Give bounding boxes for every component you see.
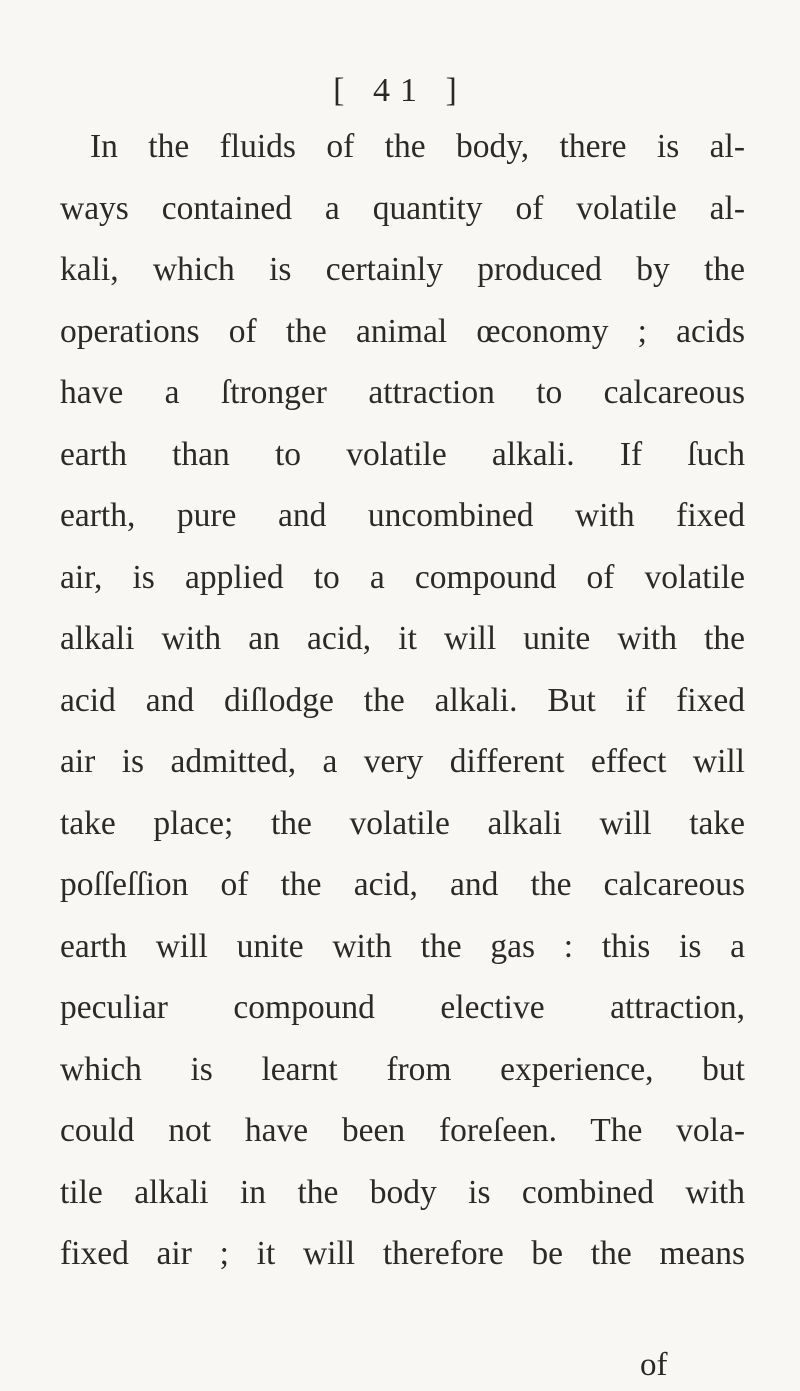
catchword: of [640, 1347, 668, 1383]
text-line: In the fluids of the body, there is al- [90, 128, 745, 165]
text-line: air is admitted, a very different effect will [60, 743, 745, 780]
text-line: could not have been foreſeen. The vola- [60, 1112, 745, 1149]
text-line: kali, which is certainly produced by the [60, 251, 745, 288]
text-line: air, is applied to a compound of volatile [60, 558, 745, 596]
text-line: earth, pure and uncombined with fixed [60, 497, 745, 534]
text-line: earth than to volatile alkali. If ſuch [60, 435, 745, 473]
text-line: ways contained a quantity of volatile al- [60, 189, 745, 227]
text-line: poſſeſſion of the acid, and the calcareous [60, 866, 745, 903]
text-line: acid and diſlodge the alkali. But if fixed [60, 681, 745, 719]
text-line: fixed air ; it will therefore be the means [60, 1235, 745, 1272]
text-line: which is learnt from experience, but [60, 1050, 745, 1088]
page-number: [ 41 ] [333, 72, 467, 109]
text-line: take place; the volatile alkali will take [60, 804, 745, 842]
text-line: alkali with an acid, it will unite with the [60, 620, 745, 657]
text-line: earth will unite with the gas : this is a [60, 927, 745, 965]
body-paragraph [60, 120, 745, 1289]
text-line: have a ſtronger attraction to calcareous [60, 374, 745, 411]
text-line: peculiar compound elective attraction, [60, 989, 745, 1026]
text-line: tile alkali in the body is combined with [60, 1173, 745, 1211]
text-line: operations of the animal œconomy ; acids [60, 312, 745, 350]
